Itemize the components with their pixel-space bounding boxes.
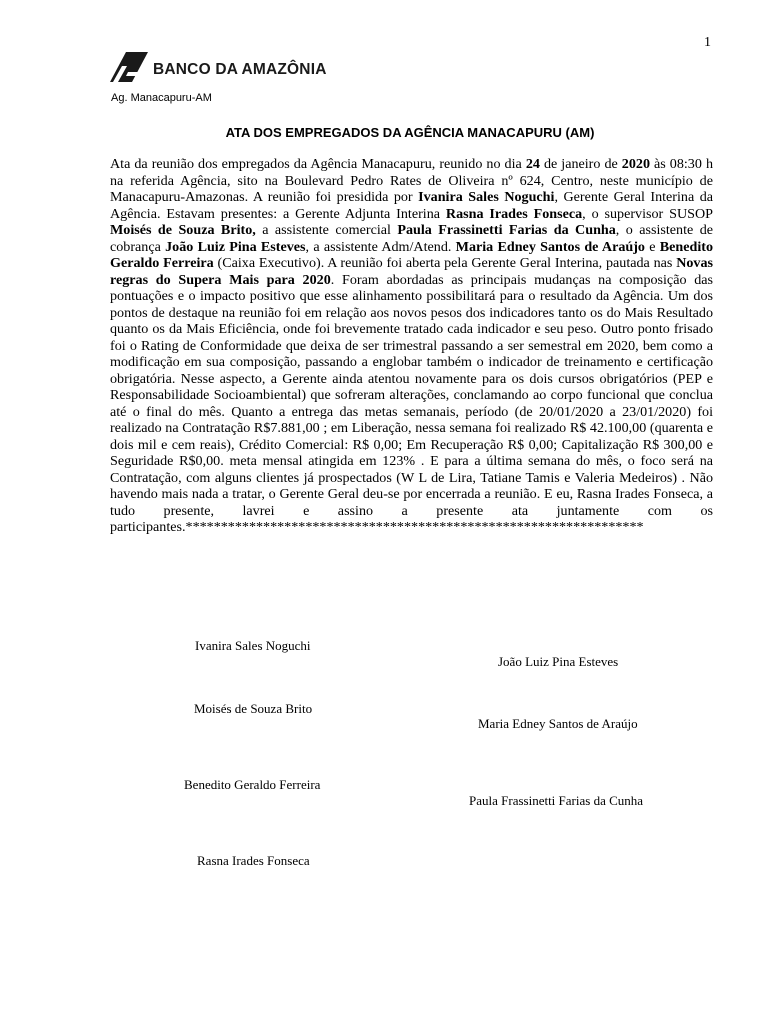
signature-joao: João Luiz Pina Esteves [498, 654, 619, 669]
branch-name: Ag. Manacapuru-AM [111, 92, 212, 104]
page-number: 1 [704, 35, 711, 50]
bank-logo [108, 52, 327, 82]
signature-benedito: Benedito Geraldo Ferreira [184, 777, 321, 792]
signature-moises: Moisés de Souza Brito [194, 701, 313, 716]
signature-paula: Paula Frassinetti Farias da Cunha [469, 793, 644, 808]
minutes-body: Ata da reunião dos empregados da Agência Manacapuru, reunido no dia 24 de janeiro de 2020 às 08:30 h na referida Agência, sito na Boulevard Pedro Rates de Oliveira nº 624, Centro, neste município de Manacapuru-Amazonas. A reunião foi presidida por Ivanira Sales Noguchi, Gerente Geral Interina da Agência. Estavam presentes: a Gerente Adjunta Interina Rasna Irades Fonseca, o supervisor SUSOP Moisés de Souza Brito, a assistente comercial Paula Frassinetti Farias da Cunha, o assistente de cobrança João Luiz Pina Esteves, a assistente Adm/Atend. Maria Edney Santos de Araújo e Benedito Geraldo Ferreira (Caixa Executivo). A reunião foi aberta pela Gerente Geral Interina, pautada nas Novas regras do Supera Mais para 2020. Foram abordadas as principais mudanças na composição das pontuações e o impacto positivo que esse alinhamento possibilitará para o resultado da Agência. Um dos pontos de destaque na reunião foi em relação aos novos pesos dos indicadores tanto os do Mais Resultado quanto os da Mais Eficiência, onde foi brevemente tratado cada indicador e seu peso. Outro ponto frisado foi o Rating de Conformidade que deixa de ser trimestral passando a ser semestral em 2020, bem como a modificação em sua composição, passando a englobar também o indicador de treinamento e certificação obrigatória. Nesse aspecto, a Gerente ainda atentou novamente para os dois cursos obrigatórios (PEP e Responsabilidade Socioambiental) que sofreram alterações, conclamando ao corpo funcional que conclua até o final do mês. Quanto a entrega das metas semanais, período (de 20/01/2020 a 23/01/2020) foi realizado na Contratação R$7.881,00 ; em Liberação, nessa semana foi realizado R$ 42.100,00 (quarenta e dois mil e cem reais), Crédito Comercial: R$ 0,00; Em Recuperação R$ 0,00; Capitalização R$ 300,00 e Seguridade R$0,00. meta mensal atingida em 123% . E para a última semana do mês, o foco será na Contratação, com alguns clientes já prospectados (W L de Lira, Tatiane Tamis e Valeria Medeiros) . Não havendo mais nada a tratar, o Gerente Geral deu-se por encerrada a reunião. E eu, Rasna Irades Fonseca, a tudo presente, lavrei e assino a presente ata juntamente com os participantes.***************************************************************** [110, 156, 714, 535]
bank-logo-icon [108, 52, 150, 82]
signature-rasna: Rasna Irades Fonseca [197, 853, 310, 868]
signature-ivanira: Ivanira Sales Noguchi [195, 638, 311, 653]
bank-logo-text: BANCO DA AMAZÔNIA [153, 61, 327, 78]
signature-maria: Maria Edney Santos de Araújo [478, 716, 638, 731]
document-title: ATA DOS EMPREGADOS DA AGÊNCIA MANACAPURU (AM) [225, 125, 595, 140]
